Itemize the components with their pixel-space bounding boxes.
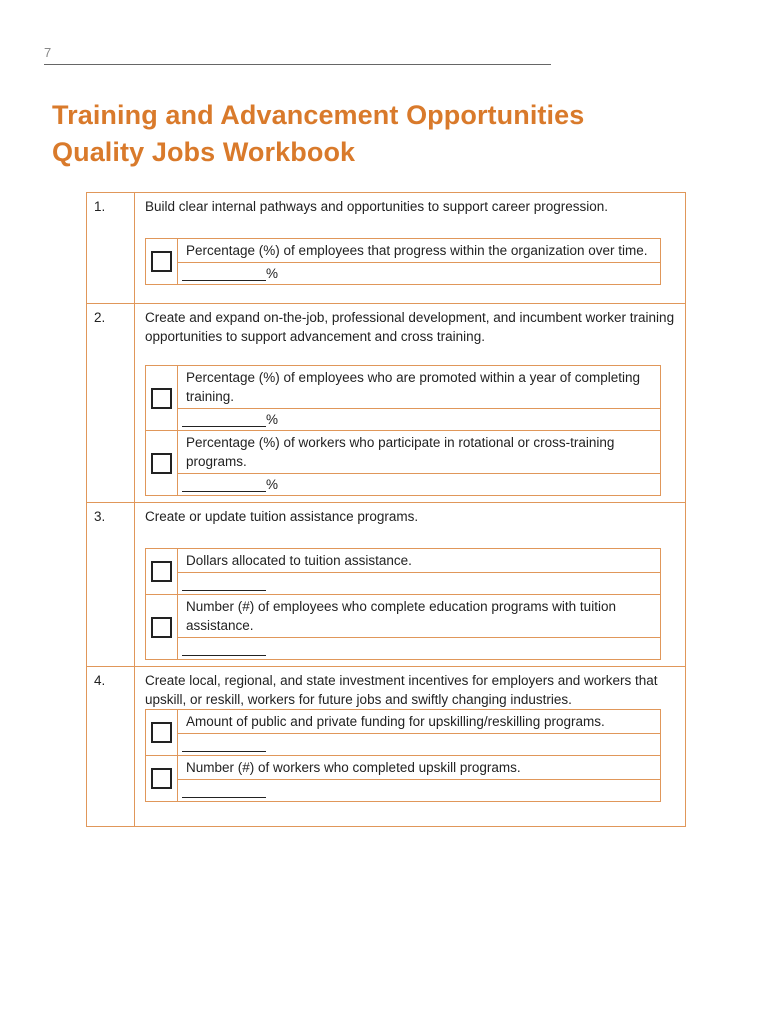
answer-field[interactable] xyxy=(178,573,661,595)
answer-blank[interactable] xyxy=(182,478,266,492)
metric-label: Percentage (%) of workers who participate in rotational or cross-training programs. xyxy=(178,431,661,474)
checkbox-icon[interactable] xyxy=(151,617,172,638)
section-number: 3. xyxy=(87,503,135,667)
checkbox-icon[interactable] xyxy=(151,453,172,474)
title-line-1: Training and Advancement Opportunities xyxy=(52,100,585,130)
answer-field[interactable] xyxy=(178,263,661,285)
workbook-table xyxy=(86,192,686,827)
checkbox-icon[interactable] xyxy=(151,768,172,789)
checkbox-icon[interactable] xyxy=(151,251,172,272)
answer-blank[interactable] xyxy=(182,784,266,798)
metric-label: Percentage (%) of employees that progress within the organization over time. xyxy=(178,239,661,263)
unit-label: % xyxy=(266,266,279,281)
goal-text: Create local, regional, and state investment incentives for employers and workers that upskill, or reskill, workers for future jobs and swiftly changing industries. xyxy=(145,673,658,707)
metric-label: Amount of public and private funding for upskilling/reskilling programs. xyxy=(178,710,661,734)
metric-table xyxy=(145,238,661,285)
page-title xyxy=(52,97,584,171)
section-number: 2. xyxy=(87,304,135,503)
section-row-3 xyxy=(87,503,686,667)
metric-label: Number (#) of employees who complete education programs with tuition assistance. xyxy=(178,595,661,638)
section-row-4 xyxy=(87,667,686,827)
header-rule xyxy=(44,64,551,65)
title-line-2: Quality Jobs Workbook xyxy=(52,137,356,167)
goal-text: Create or update tuition assistance programs. xyxy=(145,509,419,524)
metric-table xyxy=(145,709,661,802)
answer-blank[interactable] xyxy=(182,642,266,656)
checkbox-icon[interactable] xyxy=(151,388,172,409)
metric-table xyxy=(145,365,661,496)
unit-label: % xyxy=(266,412,279,427)
checkbox-icon[interactable] xyxy=(151,722,172,743)
answer-field[interactable] xyxy=(178,780,661,802)
checkbox-icon[interactable] xyxy=(151,561,172,582)
metric-label: Dollars allocated to tuition assistance. xyxy=(178,549,661,573)
metric-table xyxy=(145,548,661,660)
section-number: 1. xyxy=(87,193,135,304)
answer-blank[interactable] xyxy=(182,413,266,427)
answer-field[interactable] xyxy=(178,409,661,431)
answer-field[interactable] xyxy=(178,734,661,756)
section-row-2 xyxy=(87,304,686,503)
goal-text: Build clear internal pathways and opportunities to support career progression. xyxy=(145,199,609,214)
metric-label: Percentage (%) of employees who are promoted within a year of completing training. xyxy=(178,366,661,409)
unit-label: % xyxy=(266,477,279,492)
answer-field[interactable] xyxy=(178,474,661,496)
metric-label: Number (#) of workers who completed upskill programs. xyxy=(178,756,661,780)
answer-field[interactable] xyxy=(178,638,661,660)
goal-text: Create and expand on-the-job, professional development, and incumbent worker training opportunities to support advancement and cross training. xyxy=(145,310,675,344)
answer-blank[interactable] xyxy=(182,267,266,281)
section-row-1 xyxy=(87,193,686,304)
section-number: 4. xyxy=(87,667,135,827)
page-number: 7 xyxy=(44,45,52,60)
answer-blank[interactable] xyxy=(182,577,266,591)
answer-blank[interactable] xyxy=(182,738,266,752)
